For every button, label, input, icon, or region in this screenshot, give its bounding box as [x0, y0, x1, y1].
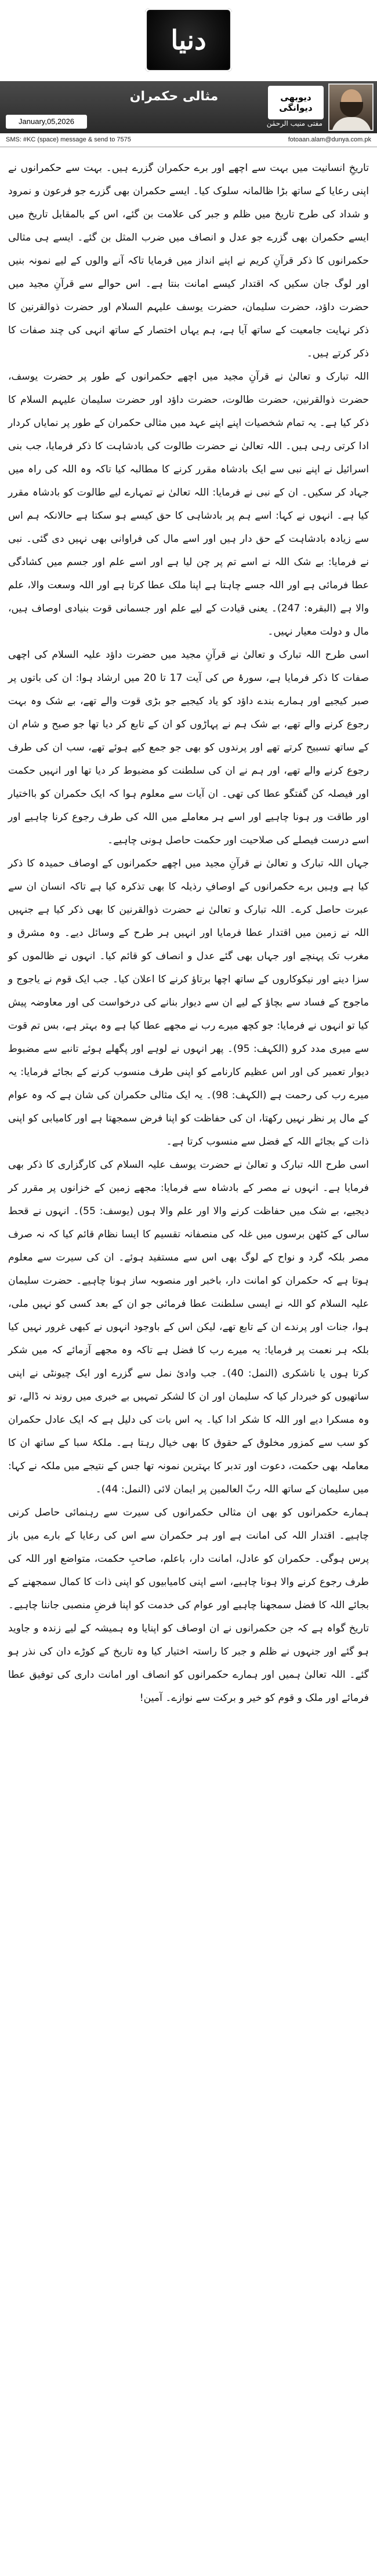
column-banner	[0, 81, 377, 133]
info-strip	[0, 133, 377, 147]
author-email[interactable]: fotoaan.alam@dunya.com.pk	[288, 136, 371, 143]
column-title: مثالی حکمران	[129, 89, 219, 104]
article-paragraph: اللہ تبارک و تعالیٰ نے قرآنِ مجید میں اچھے حکمرانوں کے طور پر حضرت یوسف، حضرت ذوالقرنین، حضرت طالوت، حضرت داؤد اور حضرت سلیمان علیہم السلام کا ذکر کیا ہے۔ یہ تمام شخصیات اپنے اپنے عہد میں مثالی حکمران کے طور پر نمایاں کردار ادا کرتی رہی ہیں۔ اللہ تعالیٰ نے حضرت طالوت کی بادشاہت کا ذکر فرمایا، جب بنی اسرائیل نے اپنے نبی سے ایک بادشاہ مقرر کرنے کا مطالبہ کیا تاکہ وہ اللہ کی راہ میں جہاد کر سکیں۔ ان کے نبی نے فرمایا: اللہ تعالیٰ نے تمہارے لیے طالوت کو بادشاہ مقرر کیا ہے۔ انہوں نے کہا: اسے ہم پر بادشاہی کا حق کیسے ہو سکتا ہے حالانکہ ہم اس سے زیادہ بادشاہت کے حق دار ہیں اور اسے مال کی فراوانی بھی نہیں دی گئی۔ نبی نے فرمایا: بے شک اللہ نے اسے تم پر چن لیا ہے اور اسے علم اور جسم میں کشادگی عطا فرمائی ہے اور اللہ جسے چاہتا ہے اپنا ملک عطا کرتا ہے اور اللہ وسعت والا، علم والا ہے (البقرہ: 247)۔ یعنی قیادت کے لیے علم اور جسمانی قوت بنیادی اوصاف ہیں، مال و دولت معیار نہیں۔	[8, 371, 369, 637]
article-paragraph: جہاں اللہ تبارک و تعالیٰ نے قرآنِ مجید میں اچھے حکمرانوں کے اوصاف حمیدہ کا ذکر کیا ہے وہیں برے حکمرانوں کے اوصافِ رذیلہ کا بھی تذکرہ کیا ہے تاکہ انسان ان سے عبرت حاصل کرے۔ اللہ تبارک و تعالیٰ نے حضرت ذوالقرنین کا بھی ذکر کیا ہے جنہیں اللہ نے زمین میں اقتدار عطا فرمایا اور انہیں ہر طرح کے وسائل دیے۔ وہ مشرق و مغرب تک پہنچے اور جہاں بھی گئے عدل و انصاف کو قائم کیا۔ انہوں نے ظالموں کو سزا دینے اور نیکوکاروں کے ساتھ اچھا برتاؤ کرنے کا اعلان کیا۔ جب ایک قوم نے یاجوج و ماجوج کے فساد سے بچاؤ کے لیے ان سے دیوار بنانے کی درخواست کی اور معاوضہ پیش کیا تو انہوں نے فرمایا: جو کچھ میرے رب نے مجھے عطا کیا ہے وہ بہتر ہے، بس تم قوت سے میری مدد کرو (الکہف: 95)۔ پھر انہوں نے لوہے اور پگھلے ہوئے تانبے سے مضبوط دیوار تعمیر کی اور اس عظیم کارنامے کو اپنی طرف منسوب کرنے کے بجائے فرمایا: یہ میرے رب کی رحمت ہے (الکہف: 98)۔ یہ ایک مثالی حکمران کی شان ہے کہ وہ عوام کے مال پر نظر نہیں رکھتا، ان کی حفاظت کو اپنا فرض سمجھتا ہے اور کامیابی کو اپنی ذات کے بجائے اللہ کے فضل سے منسوب کرتا ہے۔	[8, 858, 369, 1147]
column-brand-box	[268, 86, 324, 119]
publish-date: January,05,2026	[6, 115, 87, 129]
article-body	[8, 156, 369, 1710]
author-photo	[328, 83, 374, 131]
sms-instruction: SMS: #KC (space) message & send to 7575	[6, 136, 131, 143]
masthead	[0, 0, 377, 81]
article-paragraph: تاریخِ انسانیت میں بہت سے اچھے اور برے حکمران گزرے ہیں۔ بہت سے حکمرانوں نے اپنی رعایا کے ساتھ بڑا ظالمانہ سلوک کیا۔ ایسے حکمران بھی گزرے جو فرعون و نمرود و شداد کی طرح تاریخ میں ظلم و جبر کی علامت بن گئے، اس کے بالمقابل تاریخ میں ایسے حکمران بھی گزرے جو عدل و انصاف میں ضرب المثل بن گئے۔ ایسے ہی مثالی حکمرانوں کا ذکر قرآنِ کریم نے اپنے انداز میں فرمایا تاکہ آنے والوں کے لیے نمونہ بنیں اور لوگ جان سکیں کہ اقتدار کیسے امانت بنتا ہے۔ اس حوالے سے قرآنِ مجید میں حضرت داؤد، حضرت سلیمان، حضرت یوسف علیہم السلام اور حضرت ذوالقرنین کا ذکر نہایت جامعیت کے ساتھ آیا ہے، ہم یہاں اختصار کے ساتھ انہی کی چند صفات کا ذکر کرتے ہیں۔	[8, 162, 369, 359]
author-name: مفتی منیب الرحمٰن	[266, 119, 322, 127]
logo-mark	[145, 8, 232, 72]
newspaper-logo	[142, 5, 235, 75]
article-paragraph: اسی طرح اللہ تبارک و تعالیٰ نے قرآنِ مجید میں حضرت داؤد علیہ السلام کی اچھی صفات کا ذکر فرمایا ہے، سورۂ ص کی آیت 17 تا 20 میں ارشاد ہوا: ان کی باتوں پر صبر کیجیے اور ہمارے بندے داؤد کو یاد کیجیے جو بڑی قوت والے تھے، بے شک وہ بہت رجوع کرنے والے تھے، بے شک ہم نے پہاڑوں کو ان کے تابع کر دیا تھا جو صبح و شام ان کے ساتھ تسبیح کرتے تھے اور پرندوں کو بھی جو جمع کیے ہوئے تھے، سب ان کی طرف رجوع کرنے والے تھے، اور ہم نے ان کی سلطنت کو مضبوط کر دیا تھا اور انہیں حکمت اور فیصلہ کن گفتگو عطا کی تھی۔ ان آیات سے معلوم ہوا کہ ایک حکمران کو بااختیار اور طاقت ور ہونا چاہیے اور اسے ہر معاملے میں اللہ کی طرف رجوع کرنا چاہیے اور اسے درست فیصلے کی صلاحیت اور حکمت حاصل ہونی چاہیے۔	[8, 649, 369, 846]
brand-line-2: دیوانگی	[279, 103, 313, 113]
logo-text: دنیا	[171, 24, 206, 56]
article-paragraph: ہمارے حکمرانوں کو بھی ان مثالی حکمرانوں کی سیرت سے رہنمائی حاصل کرنی چاہیے۔ اقتدار اللہ کی امانت ہے اور ہر حکمران سے اس کی رعایا کے بارے میں باز پرس ہوگی۔ حکمران کو عادل، امانت دار، باعلم، صاحبِ حکمت، متواضع اور اللہ کی طرف رجوع کرنے والا ہونا چاہیے، اسے اپنی کامیابیوں کو اپنی ذات کا کمال سمجھنے کے بجائے اللہ کا فضل سمجھنا چاہیے اور عوام کی خدمت کو اپنا فرضِ منصبی جاننا چاہیے۔ تاریخ گواہ ہے کہ جن حکمرانوں نے ان اوصاف کو اپنایا وہ ہمیشہ کے لیے زندہ و جاوید ہو گئے اور جنہوں نے ظلم و جبر کا راستہ اختیار کیا وہ تاریخ کے کوڑے دان کی نذر ہو گئے۔ اللہ تعالیٰ ہمیں اور ہمارے حکمرانوں کو انصاف اور امانت داری کی توفیق عطا فرمائے اور ملک و قوم کو خیر و برکت سے نوازے۔ آمین!	[8, 1507, 369, 1704]
brand-line-1: دیوبھی	[280, 92, 311, 103]
article-paragraph: اسی طرح اللہ تبارک و تعالیٰ نے حضرت یوسف علیہ السلام کی کارگزاری کا ذکر بھی فرمایا ہے۔ انہوں نے مصر کے بادشاہ سے فرمایا: مجھے زمین کے خزانوں پر مقرر کر دیجیے، بے شک میں حفاظت کرنے والا اور علم والا ہوں (یوسف: 55)۔ انہوں نے قحط سالی کے کٹھن برسوں میں غلہ کی منصفانہ تقسیم کا ایسا نظام قائم کیا کہ نہ صرف مصر بلکہ گرد و نواح کے لوگ بھی اس سے مستفید ہوئے۔ ان کی سیرت سے معلوم ہوتا ہے کہ حکمران کو امانت دار، باخبر اور منصوبہ ساز ہونا چاہیے۔ حضرت سلیمان علیہ السلام کو اللہ نے ایسی سلطنت عطا فرمائی جو ان کے بعد کسی کو نہیں ملی، ہوا، جنات اور پرندے ان کے تابع تھے، لیکن اس کے باوجود انہوں نے کبھی غرور نہیں کیا بلکہ ہر نعمت پر فرمایا: یہ میرے رب کا فضل ہے تاکہ وہ مجھے آزمائے کہ میں شکر کرتا ہوں یا ناشکری (النمل: 40)۔ جب وادیٔ نمل سے گزرے اور ایک چیونٹی نے اپنی ساتھیوں کو خبردار کیا کہ سلیمان اور ان کا لشکر تمہیں بے خبری میں روند نہ ڈالے، تو وہ مسکرا دیے اور اللہ کا شکر ادا کیا۔ یہ اس بات کی دلیل ہے کہ ایک عادل حکمران کو سب سے کمزور مخلوق کے حقوق کا بھی خیال رہتا ہے۔ ملکۂ سبا کے ساتھ ان کا معاملہ بھی حکمت، دعوت اور تدبر کا بہترین نمونہ تھا جس کے نتیجے میں ملکہ نے کہا: میں سلیمان کے ساتھ اللہ ربّ العالمین پر ایمان لائی (النمل: 44)۔	[8, 1159, 369, 1495]
